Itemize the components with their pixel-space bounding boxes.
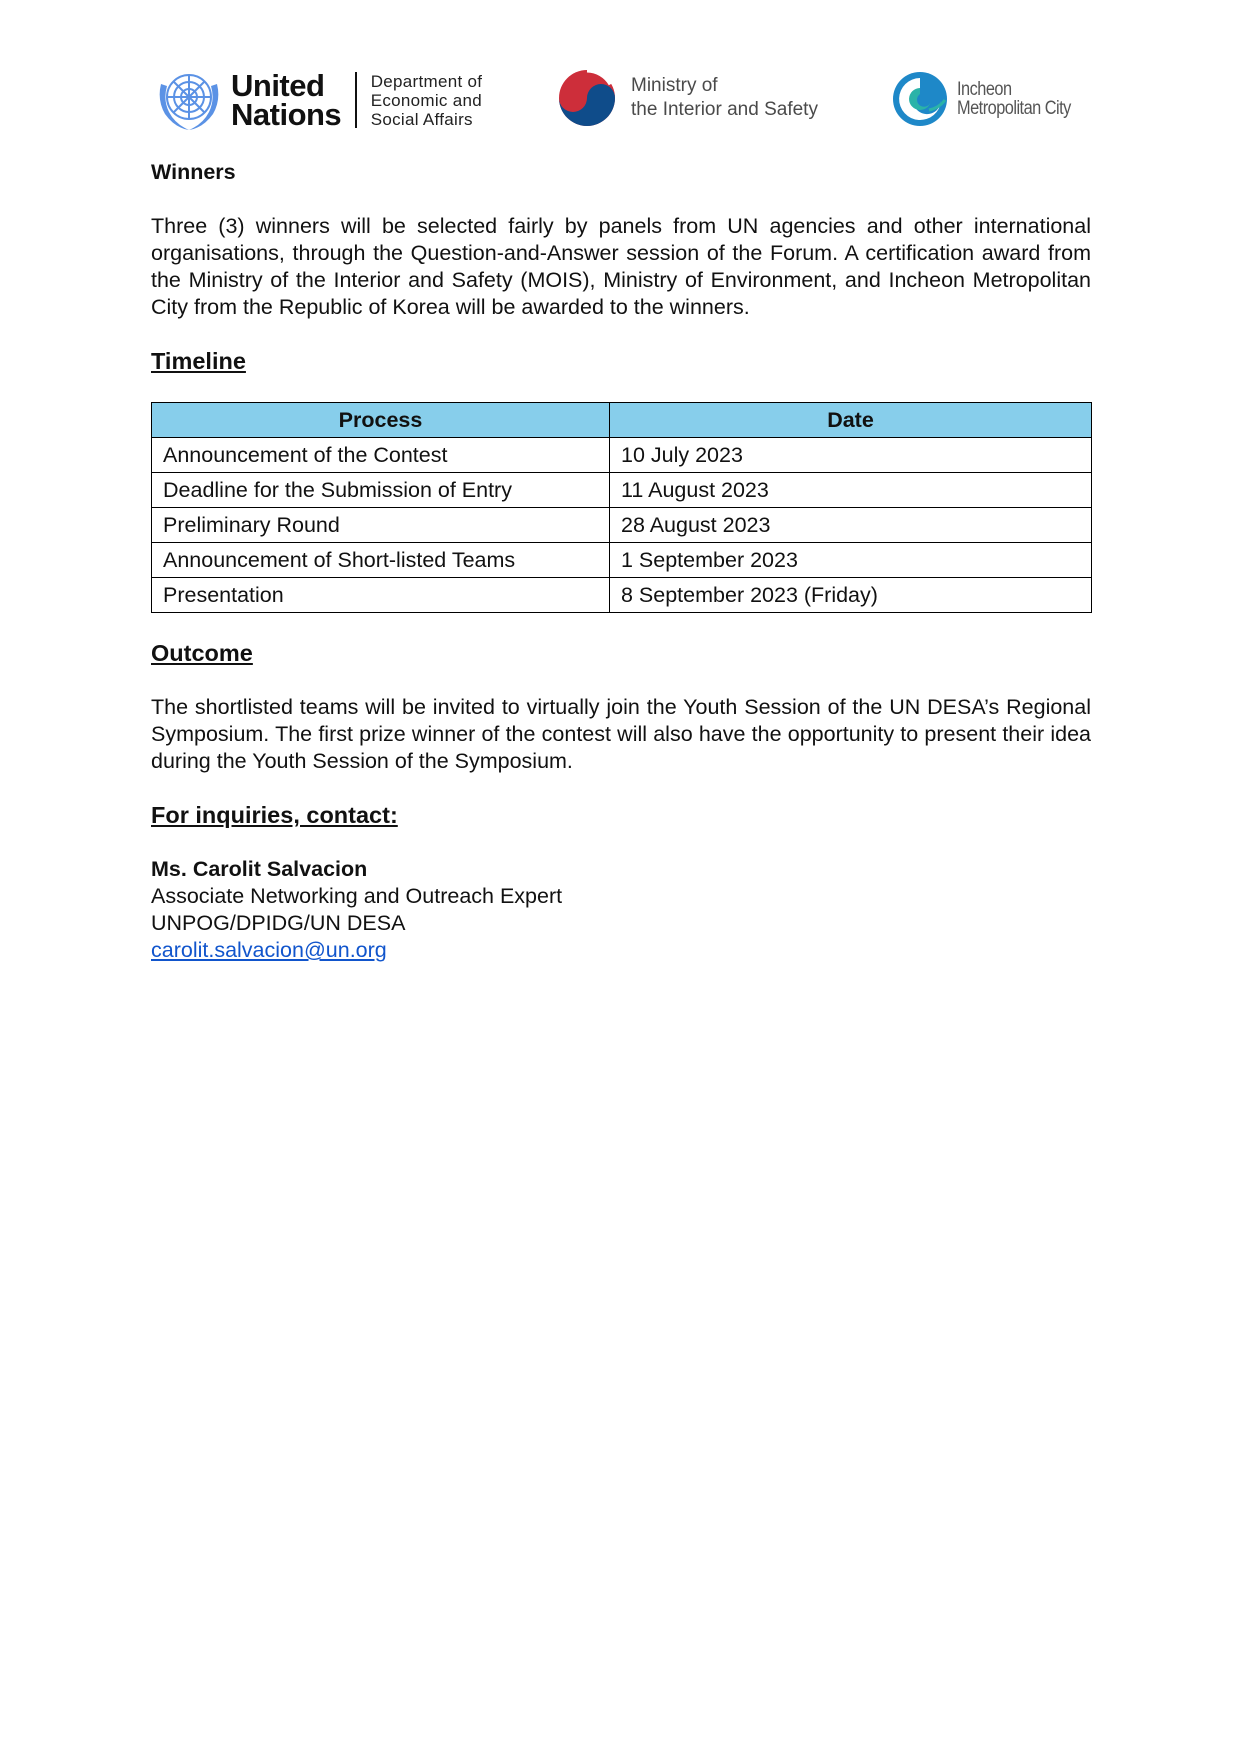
desa-line2: Economic and: [370, 90, 483, 110]
process-cell: Announcement of Short-listed Teams: [152, 543, 610, 578]
contact-name: Ms. Carolit Salvacion: [151, 857, 368, 881]
un-emblem-icon: [153, 64, 225, 136]
desa-line1: Department of: [370, 71, 483, 91]
outcome-paragraph: The shortlisted teams will be invited to virtually join the Youth Session of the UN DESA’s Regional Symposium. The first prize winner of the contest will also have the opportunity to present their idea during the Youth Session of the Symposium.: [151, 695, 1091, 773]
winners-heading: Winners: [151, 160, 236, 184]
date-cell: 11 August 2023: [610, 473, 1092, 508]
process-cell: Announcement of the Contest: [152, 438, 610, 473]
contact-org: UNPOG/DPIDG/UN DESA: [151, 911, 406, 935]
mois-line1: Ministry of: [631, 75, 718, 96]
date-cell: 10 July 2023: [610, 438, 1092, 473]
contact-title: Associate Networking and Outreach Expert: [151, 884, 563, 908]
outcome-heading: Outcome: [151, 640, 253, 666]
contact-email-link[interactable]: carolit.salvacion@un.org: [151, 938, 387, 962]
logo-divider: [355, 72, 357, 128]
table-row: [152, 473, 1092, 508]
mois-line2: the Interior and Safety: [631, 99, 818, 120]
table-header-row: [152, 403, 1092, 438]
date-cell: 8 September 2023 (Friday): [610, 578, 1092, 613]
table-row: [152, 508, 1092, 543]
process-cell: Deadline for the Submission of Entry: [152, 473, 610, 508]
incheon-wordmark: [957, 80, 1071, 118]
incheon-line2: Metropolitan City: [957, 98, 1071, 119]
timeline-heading: Timeline: [151, 348, 246, 374]
contact-heading: For inquiries, contact:: [151, 802, 398, 828]
mois-logo: [557, 68, 818, 128]
date-cell: 28 August 2023: [610, 508, 1092, 543]
un-desa-logo: [153, 64, 482, 136]
table-row: [152, 578, 1092, 613]
table-row: [152, 543, 1092, 578]
un-wordmark-line2: Nations: [231, 97, 342, 132]
incheon-line1: Incheon: [957, 79, 1012, 100]
desa-wordmark: [371, 72, 483, 129]
document-body: [151, 159, 1091, 964]
incheon-emblem-icon: [891, 70, 949, 128]
table-row: [152, 438, 1092, 473]
process-cell: Preliminary Round: [152, 508, 610, 543]
un-wordmark-line1: United: [231, 68, 325, 103]
column-header-process: Process: [152, 403, 610, 438]
column-header-date: Date: [610, 403, 1092, 438]
desa-line3: Social Affairs: [370, 109, 473, 129]
date-cell: 1 September 2023: [610, 543, 1092, 578]
header-logos: [153, 60, 1093, 140]
process-cell: Presentation: [152, 578, 610, 613]
timeline-table: [151, 402, 1092, 613]
un-wordmark: [231, 68, 342, 132]
incheon-logo: [891, 70, 1089, 128]
taegeuk-icon: [557, 68, 617, 128]
winners-paragraph: Three (3) winners will be selected fairly by panels from UN agencies and other international organisations, through the Question-and-Answer session of the Forum. A certification award from the Ministry of the Interior and Safety (MOIS), Ministry of Environment, and Incheon Metropolitan City from the Republic of Korea will be awarded to the winners.: [151, 214, 1091, 319]
mois-wordmark: [631, 74, 818, 122]
